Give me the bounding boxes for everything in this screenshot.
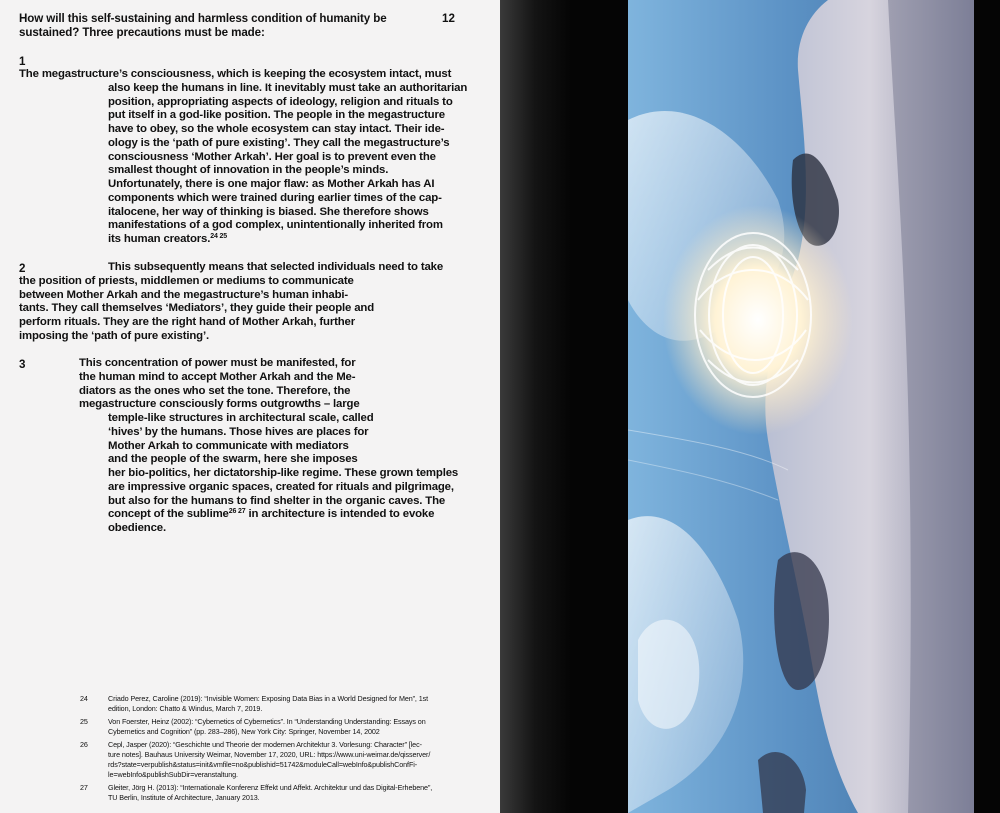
section-1-text [19, 68, 468, 247]
footnote-number: 25 [80, 717, 88, 726]
text-line: manifestations of a god complex, unintentionally inherited from [108, 219, 443, 232]
footnote-line: TU Berlin, Institute of Architecture, January 2013. [108, 793, 260, 802]
section-2-number: 2 [19, 262, 26, 275]
text-line: but also for the humans to find shelter in the organic caves. The [108, 494, 446, 507]
text-line: The megastructure’s consciousness, which is keeping the ecosystem intact, must [19, 68, 452, 80]
text-line: have to obey, so the whole ecosystem can stay intact. Their ide- [108, 123, 445, 135]
hive-photo-illustration [628, 0, 974, 813]
footnote-line: le=webInfo&publishSubDir=veranstaltung. [108, 770, 238, 779]
text-line: imposing the ‘path of pure existing’. [19, 329, 209, 342]
text-line: are impressive organic spaces, created for rituals and pilgrimage, [108, 480, 454, 493]
footnote-line: edition, London: Chatto & Windus, March 7, 2019. [108, 704, 263, 713]
text-fragment: in architecture is intended to evoke [245, 508, 435, 521]
text-line: ology is the ‘path of pure existing’. They call the megastructure’s [108, 136, 450, 149]
section-2-text [19, 261, 459, 344]
text-line: temple-like structures in architectural scale, called [108, 412, 374, 424]
text-line: megastructure consciously forms outgrowths – large [79, 398, 360, 411]
text-line: Mother Arkah to communicate with mediators [108, 439, 349, 452]
text-line: diators as the ones who set the tone. Therefore, the [79, 384, 351, 397]
text-line: put itself in a god-like position. The people in the megastructure [108, 109, 445, 122]
footnote-line: rds?state=verpublish&status=init&vmfile=no&publishid=51742&moduleCall=webInfo&publishConfFi- [108, 760, 418, 769]
section-3-number: 3 [19, 358, 26, 371]
text-line: tants. They call themselves ‘Mediators’, they guide their people and [19, 302, 375, 315]
footnote [80, 717, 460, 737]
text-line: the human mind to accept Mother Arkah and the Me- [79, 370, 356, 383]
footnotes [80, 694, 460, 806]
footnote-line: Criado Perez, Caroline (2019): “Invisible Women: Exposing Data Bias in a World Designed for Men”, 1st [108, 694, 429, 703]
text-line: This subsequently means that selected individuals need to take [108, 261, 444, 273]
footnote-line: Gleiter, Jörg H. (2013): “Internationale Konferenz Effekt und Affekt. Architektur und das Digital-Erhebene”, [108, 783, 433, 792]
text-line: also keep the humans in line. It inevitably must take an authoritarian [108, 81, 468, 94]
section-3-text [19, 357, 459, 536]
footnote-number: 26 [80, 740, 88, 749]
text-line: This concentration of power must be manifested, for [79, 357, 356, 369]
page-number: 12 [442, 12, 455, 25]
footnote [80, 694, 460, 714]
text-line [108, 233, 459, 247]
text-line: ‘hives’ by the humans. Those hives are places for [108, 425, 369, 438]
text-line: her bio-politics, her dictatorship-like regime. These grown temples [108, 467, 459, 479]
text-line [108, 508, 459, 522]
section-1-number: 1 [19, 55, 26, 68]
footnote-line: Cybernetics and Cognition” (pp. 283–286), New York City: Springer, November 14, 2002 [108, 727, 380, 736]
footnote-ref: 26 27 [228, 508, 246, 516]
text-line: between Mother Arkah and the megastructure’s human inhabi- [19, 288, 349, 301]
footnote-line: ture notes]. Bauhaus University Weimar, November 17, 2020, URL: https://www.uni-weimar.de/qisserver/ [108, 750, 431, 759]
text-line: consciousness ‘Mother Arkah’. Her goal is to prevent even the [108, 150, 436, 163]
footnote-number: 24 [80, 694, 88, 703]
hive-photograph [628, 0, 974, 813]
text-line: position, appropriating aspects of ideology, religion and rituals to [108, 95, 453, 108]
text-line: perform rituals. They are the right hand of Mother Arkah, further [19, 316, 356, 328]
footnote [80, 783, 460, 803]
text-line: obedience. [108, 522, 167, 534]
text-line: smallest thought of innovation in the people’s minds. [108, 164, 389, 177]
footnote-number: 27 [80, 783, 88, 792]
footnote [80, 740, 460, 780]
text-fragment: concept of the sublime [108, 508, 229, 521]
footnote-ref: 24 25 [210, 233, 228, 240]
text-line: Unfortunately, there is one major flaw: as Mother Arkah has AI [108, 178, 435, 190]
footnote-line: Cepl, Jasper (2020): “Geschichte und Theorie der modernen Architektur 3. Vorlesung: Character” [lec- [108, 740, 422, 749]
footnote-line: Von Foerster, Heinz (2002): “Cybernetics of Cybernetics”. In “Understanding Understanding: Essays on [108, 717, 426, 726]
text-fragment: its human creators. [108, 233, 211, 245]
text-line: the position of priests, middlemen or mediums to communicate [19, 274, 354, 287]
text-line: and the people of the swarm, here she imposes [108, 453, 358, 466]
gutter-shadow [500, 0, 570, 813]
page-heading: How will this self-sustaining and harmless condition of humanity be sustained? Three precautions must be made: [19, 12, 387, 39]
text-line: components which were trained during earlier times of the cap- [108, 191, 442, 204]
text-line: italocene, her way of thinking is biased. She therefore shows [108, 205, 429, 218]
